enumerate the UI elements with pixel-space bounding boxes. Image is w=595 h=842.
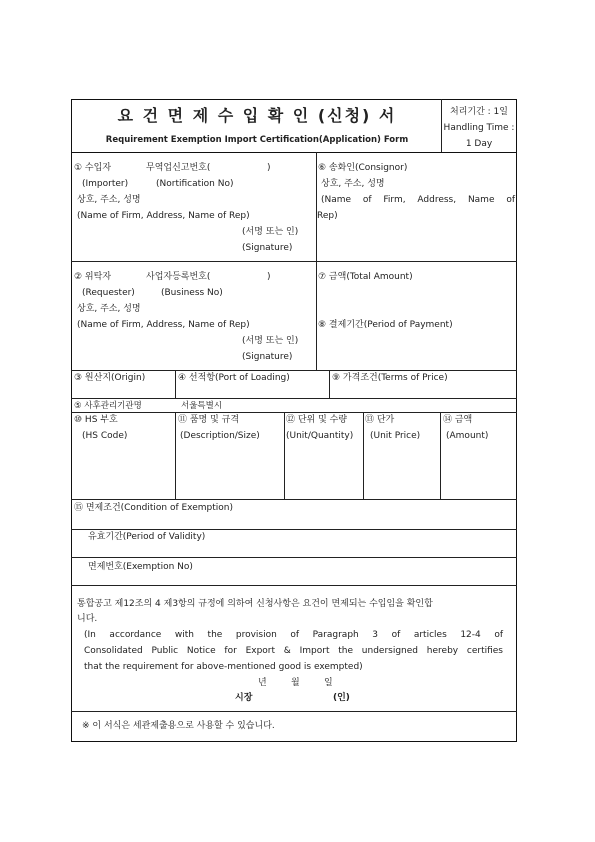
port-loading-label: ④ 선적항(Port of Loading) [178, 373, 290, 383]
consignor-firm-label: 상호, 주소, 성명 [321, 179, 385, 189]
divider-goods-2 [284, 412, 285, 499]
requester-label: ② 위탁자 [74, 272, 112, 282]
amount-label: ⑭ 금액 [443, 415, 473, 425]
handling-time-ko: 처리기간 : 1일 [450, 107, 508, 117]
divider-importer [71, 261, 517, 262]
total-amount-label: ⑦ 금액(Total Amount) [318, 272, 413, 282]
price-terms-label: ⑨ 가격조건(Terms of Price) [332, 373, 448, 383]
importer-label-en: (Importer) [82, 179, 129, 189]
hs-code-label-en: (HS Code) [82, 431, 128, 441]
exemption-number-label: 면제번호(Exemption No) [88, 562, 193, 572]
requester-business-en: (Business No) [161, 288, 223, 298]
divider-exemption-no [71, 585, 517, 586]
divider-condition [71, 529, 517, 530]
consignor-firm-label-en-rep: Rep) [317, 211, 338, 221]
form-title: 요 건 면 제 수 입 확 인 (신청) 서 [117, 106, 397, 125]
footnote: ※ 이 서식은 세관제출용으로 사용할 수 있습니다. [82, 721, 275, 731]
unit-quantity-label-en: (Unit/Quantity) [286, 431, 354, 441]
hs-code-label: ⑩ HS 부호 [74, 415, 118, 425]
consignor-label: ⑥ 송화인(Consignor) [318, 163, 408, 173]
divider-goods [71, 499, 517, 500]
requester-firm-label-en: (Name of Firm, Address, Name of Rep) [77, 320, 250, 330]
divider-header [71, 152, 517, 153]
date-day: 일 [324, 678, 333, 688]
handling-time-en: Handling Time : [443, 123, 515, 133]
post-management-label: ⑤ 사후관리기관명 [74, 401, 142, 411]
mayor-label: 시장 [235, 693, 253, 703]
origin-label: ③ 원산지(Origin) [74, 373, 146, 383]
divider-post-management [71, 412, 517, 413]
importer-sign: (서명 또는 인) [242, 227, 299, 237]
divider-origin-row [71, 398, 517, 399]
importer-firm-label-en: (Name of Firm, Address, Name of Rep) [77, 211, 250, 221]
certification-text-ko: 통합공고 제12조의 4 제3항의 규정에 의하여 신청사항은 요건이 면제되는 수입임을 확인합 [77, 599, 433, 609]
unit-quantity-label: ⑫ 단위 및 수량 [286, 415, 348, 425]
handling-time [441, 104, 517, 152]
date-month: 월 [291, 678, 300, 688]
amount-label-en: (Amount) [446, 431, 489, 441]
consignor-firm-label-en: (Name of Firm, Address, Name of [321, 195, 515, 205]
divider-port [329, 370, 330, 398]
certification-text-ko-end: 니다. [77, 614, 98, 624]
form-title-english: Requirement Exemption Import Certification(Application) Form [105, 135, 409, 145]
validity-period-label: 유효기간(Period of Validity) [88, 532, 206, 542]
divider-requester [71, 370, 517, 371]
importer-label: ① 수입자 [74, 163, 112, 173]
importer-sign-en: (Signature) [242, 243, 293, 253]
divider-origin [175, 370, 176, 398]
requester-business-close: ) [267, 272, 271, 282]
date-year: 년 [258, 678, 267, 688]
post-management-value: 서울특별시 [181, 401, 223, 411]
requester-label-en: (Requester) [82, 288, 135, 298]
unit-price-label: ⑬ 단가 [365, 415, 395, 425]
divider-goods-1 [175, 412, 176, 499]
description-label-en: (Description/Size) [180, 431, 260, 441]
divider-validity [71, 557, 517, 558]
certification-text-en-1: (In accordance with the provision of Paragraph 3 of articles 12-4 of [84, 630, 503, 640]
requester-sign-en: (Signature) [242, 352, 293, 362]
seal-label: (인) [333, 693, 350, 703]
payment-period-label: ⑧ 결제기간(Period of Payment) [318, 320, 453, 330]
divider-goods-3 [363, 412, 364, 499]
certification-text-en-2: Consolidated Public Notice for Export & Import the undersigned hereby certifies [84, 646, 503, 656]
unit-price-label-en: (Unit Price) [370, 431, 421, 441]
description-label: ⑪ 품명 및 규격 [178, 415, 240, 425]
importer-notification-label: 무역업신고번호( [146, 163, 211, 173]
importer-firm-label: 상호, 주소, 성명 [77, 195, 141, 205]
certification-text-en-3: that the requirement for above-mentioned good is exempted) [84, 662, 363, 672]
exemption-condition-label: ⑮ 면제조건(Condition of Exemption) [74, 503, 233, 513]
requester-business-label: 사업자등록번호( [146, 272, 211, 282]
divider-certification [71, 711, 517, 712]
importer-notification-en: (Nortification No) [156, 179, 234, 189]
divider-goods-4 [440, 412, 441, 499]
importer-notification-close: ) [267, 163, 271, 173]
handling-time-days: 1 Day [465, 139, 493, 149]
requester-firm-label: 상호, 주소, 성명 [77, 304, 141, 314]
requester-sign: (서명 또는 인) [242, 336, 299, 346]
